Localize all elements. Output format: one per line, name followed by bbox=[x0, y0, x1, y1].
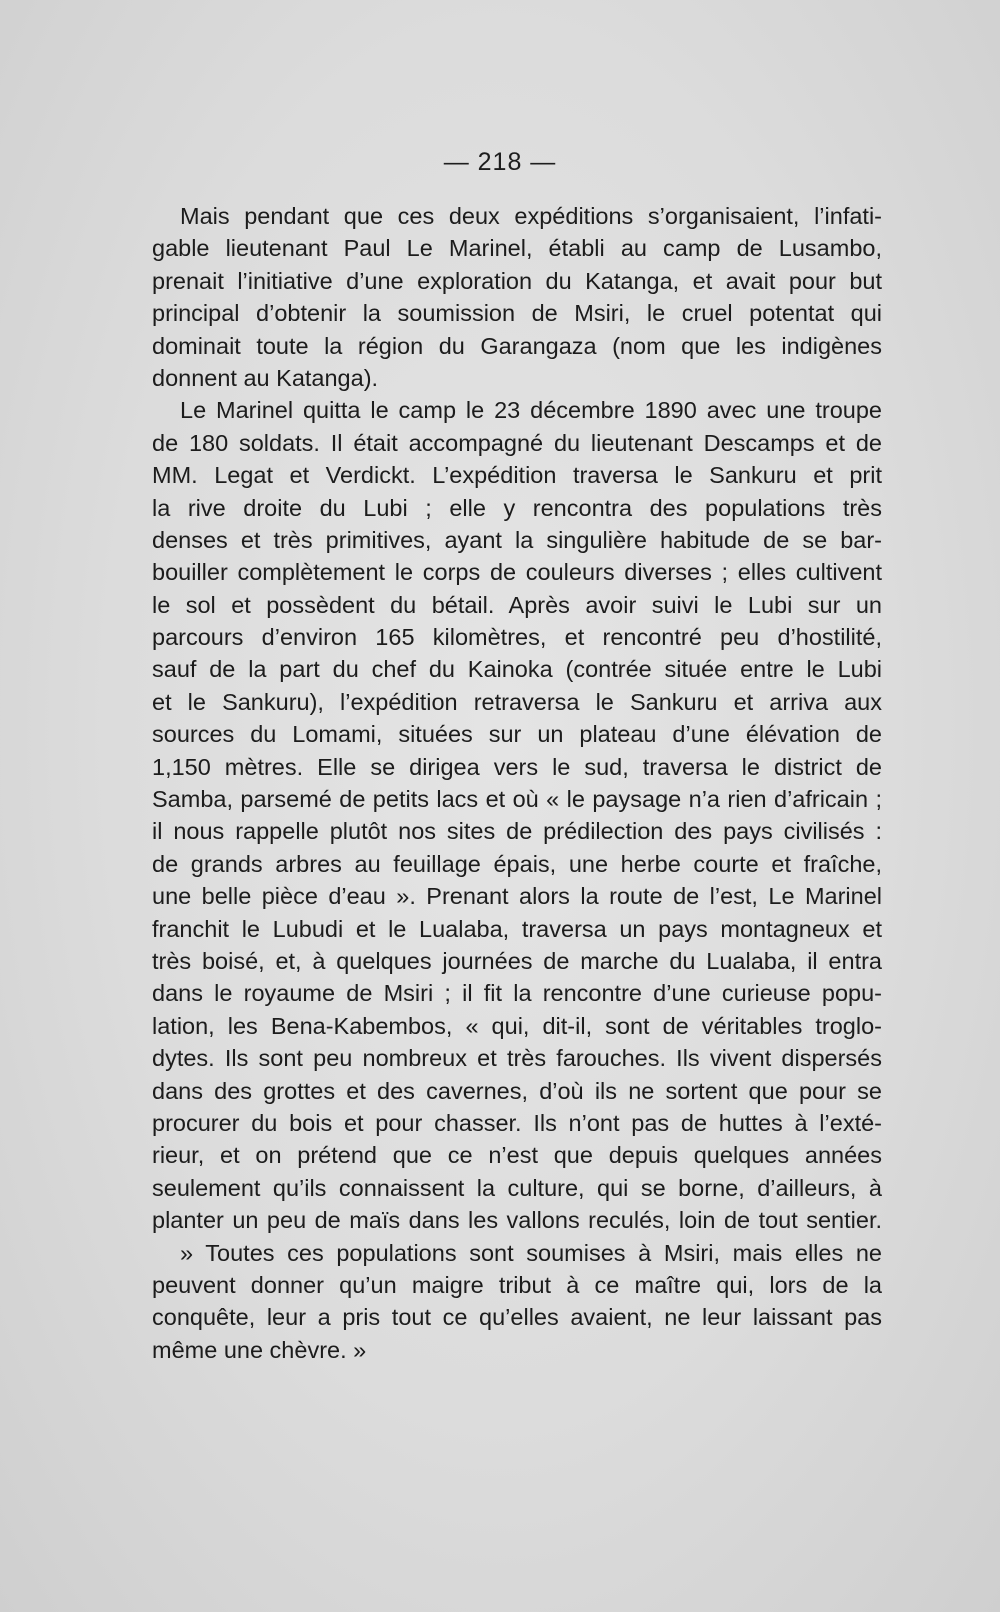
text-line: sauf de la part du chef du Kainoka (contrée située entre le Lubi bbox=[152, 656, 882, 683]
text-line: MM. Legat et Verdickt. L’expédition traversa le Sankuru et prit bbox=[152, 462, 882, 489]
text-line: dominait toute la région du Garangaza (nom que les indigènes bbox=[152, 332, 882, 359]
text-line: lation, les Bena-Kabembos, « qui, dit-il, sont de véritables troglo- bbox=[152, 1012, 882, 1039]
text-line: bouiller complètement le corps de couleurs diverses ; elles cultivent bbox=[152, 559, 882, 586]
text-line: denses et très primitives, ayant la singulière habitude de se bar- bbox=[152, 526, 882, 553]
body-text bbox=[152, 200, 882, 1366]
text-line: sources du Lomami, situées sur un plateau d’une élévation de bbox=[152, 721, 882, 748]
text-line: donnent au Katanga). bbox=[152, 364, 379, 391]
text-line: parcours d’environ 165 kilomètres, et rencontré peu d’hostilité, bbox=[152, 624, 882, 651]
text-line: procurer du bois et pour chasser. Ils n’ont pas de huttes à l’exté- bbox=[152, 1109, 882, 1136]
text-line: il nous rappelle plutôt nos sites de prédilection des pays civilisés : bbox=[152, 818, 882, 845]
text-line: dytes. Ils sont peu nombreux et très farouches. Ils vivent dispersés bbox=[152, 1045, 882, 1072]
text-line: conquête, leur a pris tout ce qu’elles avaient, ne leur laissant pas bbox=[152, 1304, 882, 1331]
text-line: dans le royaume de Msiri ; il fit la rencontre d’une curieuse popu- bbox=[152, 980, 882, 1007]
text-line: de 180 soldats. Il était accompagné du lieutenant Descamps et de bbox=[152, 429, 882, 456]
text-line: planter un peu de maïs dans les vallons reculés, loin de tout sentier. bbox=[152, 1207, 882, 1234]
text-line: même une chèvre. » bbox=[152, 1336, 367, 1363]
page-number: — 218 — bbox=[443, 148, 557, 176]
text-line: peuvent donner qu’un maigre tribut à ce maître qui, lors de la bbox=[152, 1271, 882, 1298]
text-line: le sol et possèdent du bétail. Après avoir suivi le Lubi sur un bbox=[152, 591, 882, 618]
text-line: de grands arbres au feuillage épais, une herbe courte et fraîche, bbox=[152, 850, 882, 877]
text-line: Mais pendant que ces deux expéditions s’organisaient, l’infati- bbox=[180, 203, 882, 229]
text-line: et le Sankuru), l’expédition retraversa le Sankuru et arriva aux bbox=[152, 688, 882, 715]
text-line: Samba, parsemé de petits lacs et où « le paysage n’a rien d’africain ; bbox=[152, 786, 882, 813]
text-line: prenait l’initiative d’une exploration du Katanga, et avait pour but bbox=[152, 267, 882, 294]
text-line: 1,150 mètres. Elle se dirigea vers le sud, traversa le district de bbox=[152, 753, 882, 780]
text-line: franchit le Lubudi et le Lualaba, traversa un pays montagneux et bbox=[152, 915, 882, 942]
text-line: seulement qu’ils connaissent la culture, qui se borne, d’ailleurs, à bbox=[152, 1174, 882, 1201]
text-line: principal d’obtenir la soumission de Msiri, le cruel potentat qui bbox=[152, 300, 882, 327]
text-line: gable lieutenant Paul Le Marinel, établi au camp de Lusambo, bbox=[152, 235, 882, 262]
text-line: rieur, et on prétend que ce n’est que depuis quelques années bbox=[152, 1142, 882, 1169]
text-line: » Toutes ces populations sont soumises à Msiri, mais elles ne bbox=[180, 1239, 882, 1266]
text-line: très boisé, et, à quelques journées de marche du Lualaba, il entra bbox=[152, 947, 882, 974]
text-line: une belle pièce d’eau ». Prenant alors la route de l’est, Le Marinel bbox=[152, 883, 882, 910]
text-line: dans des grottes et des cavernes, d’où ils ne sortent que pour se bbox=[152, 1077, 882, 1104]
text-line: Le Marinel quitta le camp le 23 décembre 1890 avec une troupe bbox=[180, 397, 882, 424]
text-line: la rive droite du Lubi ; elle y rencontra des populations très bbox=[152, 494, 882, 521]
